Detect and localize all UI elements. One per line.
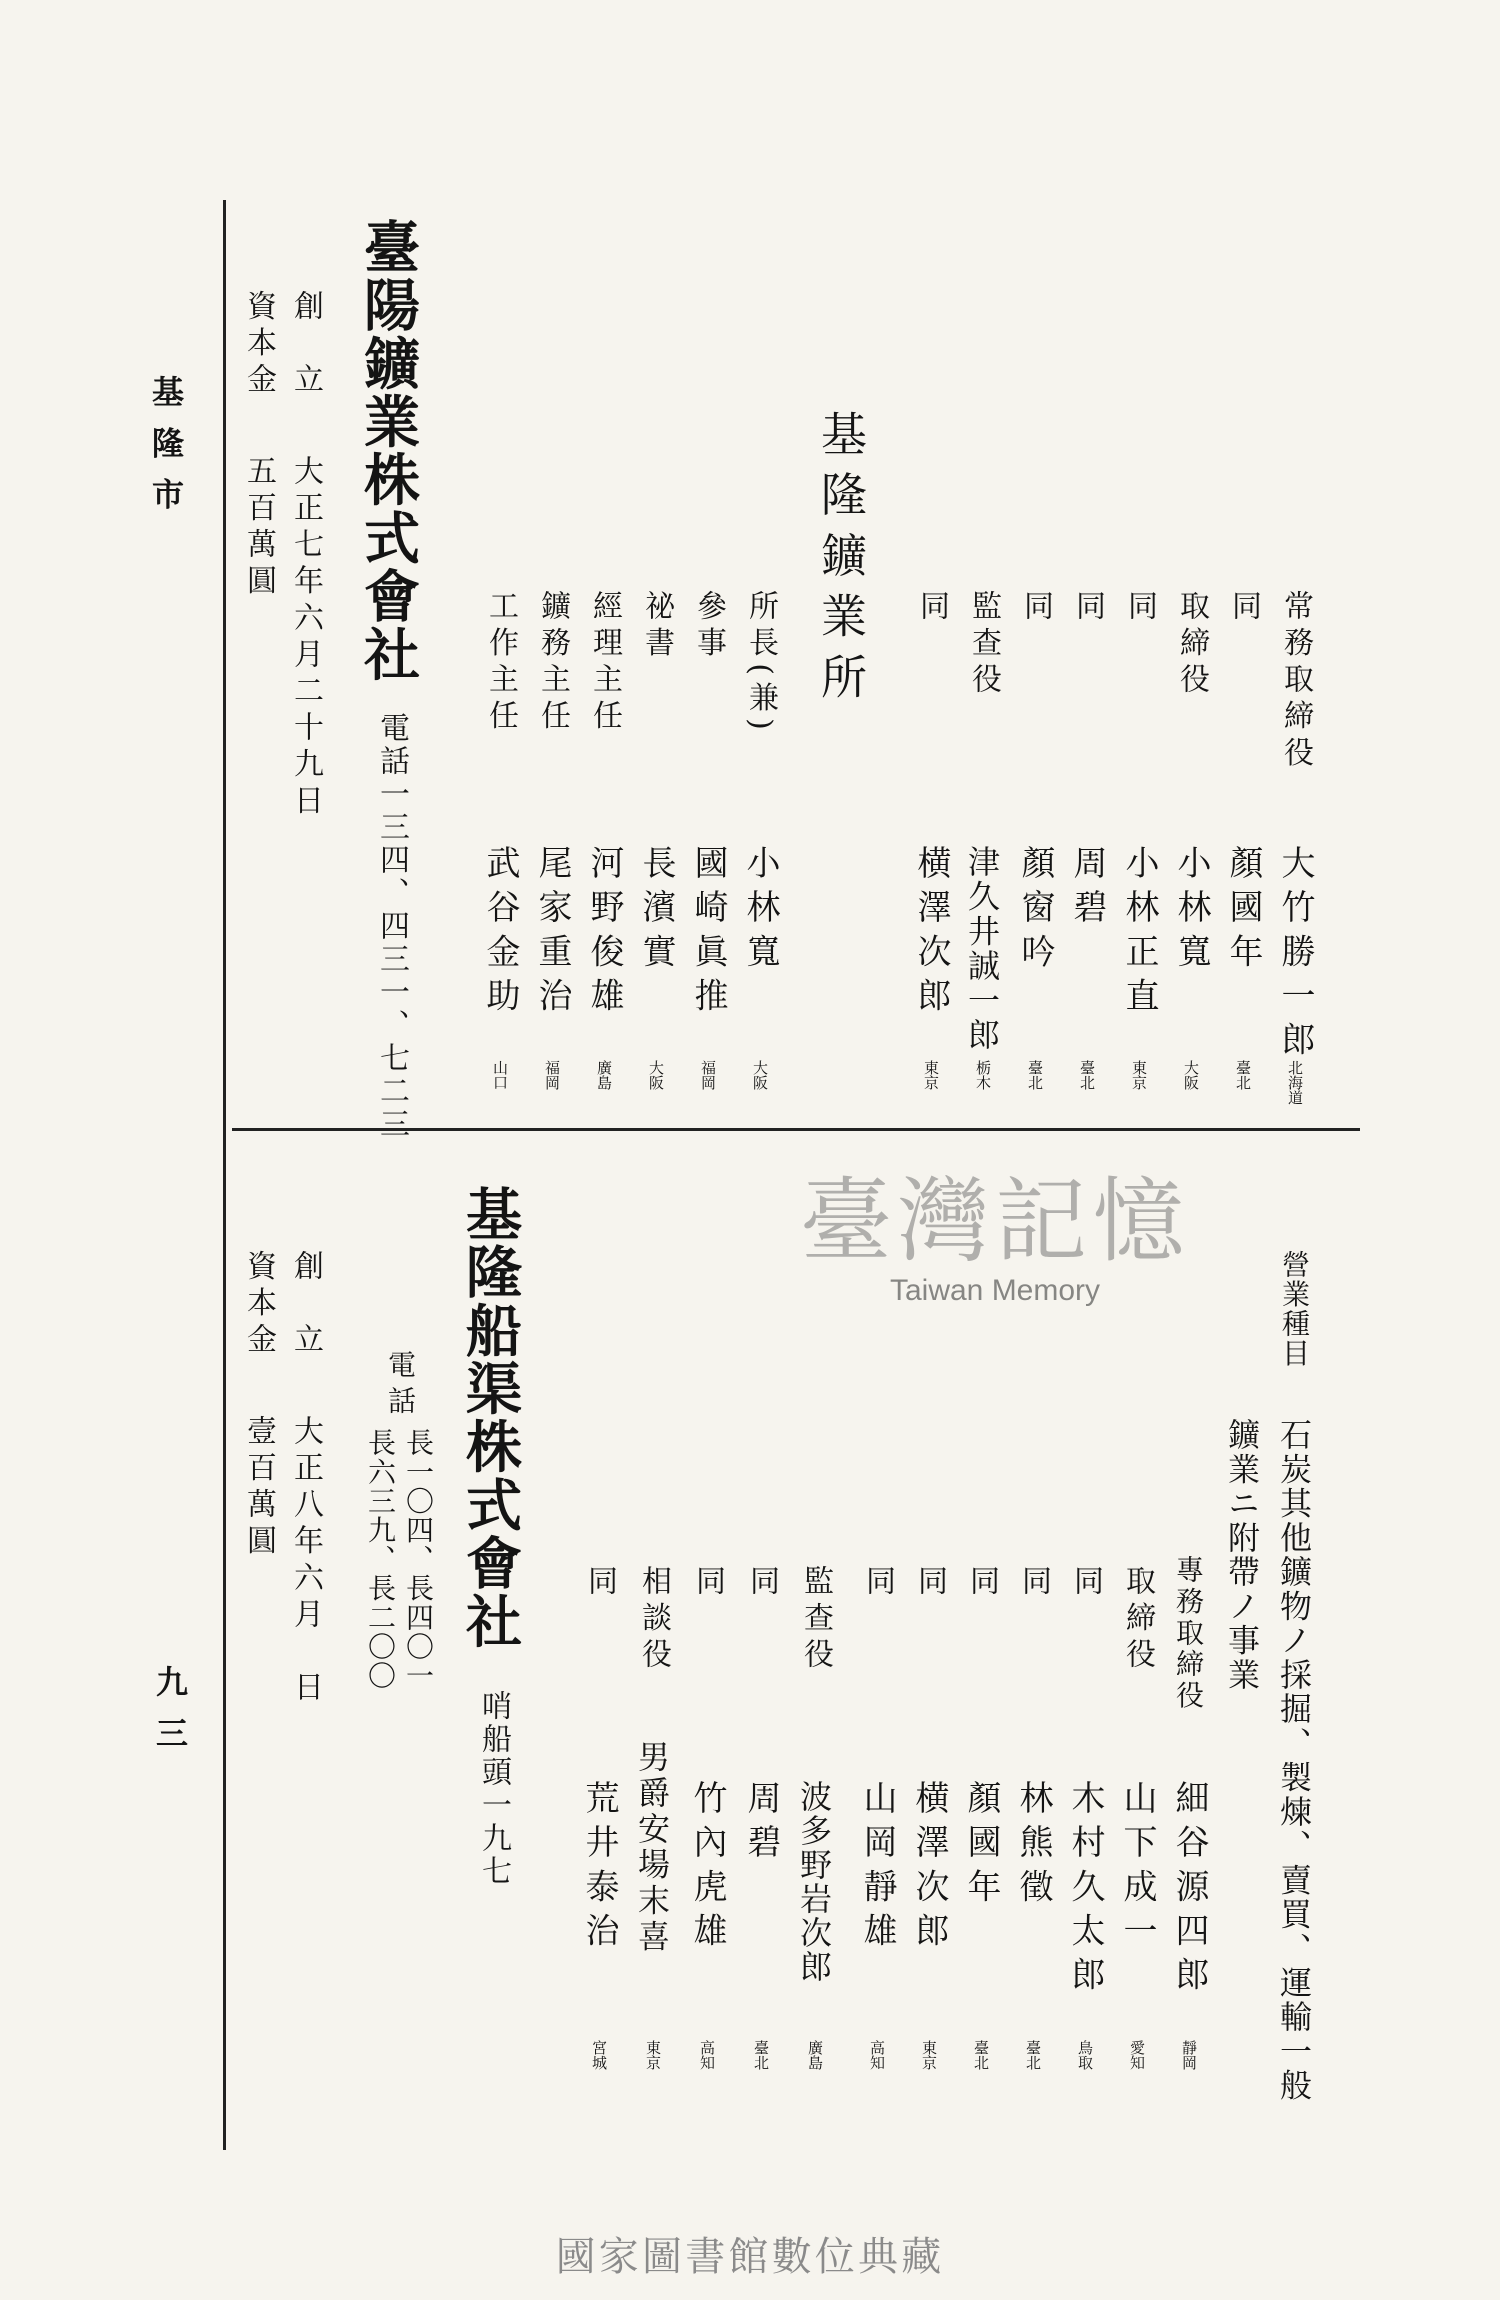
officer-place: 栃木 — [974, 1060, 992, 1090]
officer-place: 愛知 — [1128, 2040, 1146, 2070]
officer-place: 廣島 — [806, 2040, 824, 2070]
watermark-text-zh: 臺灣記憶 — [799, 1168, 1191, 1275]
officer-role: 同 — [1226, 590, 1261, 627]
margin-rule — [223, 200, 226, 2150]
page-number: 九三 — [151, 1665, 189, 1768]
dock-founded-label: 創 立 — [288, 1250, 323, 1360]
officer-name: 横澤次郎 — [909, 1780, 949, 1957]
officer-name: 男爵安場末喜 — [633, 1740, 671, 1956]
officer-role: 同 — [1068, 1565, 1103, 1602]
officer-name: 周碧 — [1067, 845, 1107, 934]
watermark-logo — [745, 1148, 1245, 1308]
officer-name: 周碧 — [741, 1780, 781, 1869]
officer-place: 高知 — [868, 2040, 886, 2070]
officer-name: 顏國年 — [961, 1780, 1001, 1913]
staff-role: 所長(兼) — [743, 590, 778, 737]
staff-role: 工作主任 — [483, 590, 518, 737]
staff-place: 福岡 — [699, 1060, 717, 1090]
officer-name: 竹內虎雄 — [687, 1780, 727, 1957]
officer-name: 小林寬 — [1171, 845, 1211, 978]
dock-capital-value: 壹百萬圓 — [241, 1415, 276, 1562]
dock-capital-label: 資本金 — [241, 1250, 276, 1360]
officer-role: 同 — [1016, 1565, 1051, 1602]
officer-place: 臺北 — [752, 2040, 770, 2070]
staff-role: 參事 — [691, 590, 726, 664]
staff-place: 大阪 — [751, 1060, 769, 1090]
officer-place: 鳥取 — [1076, 2040, 1094, 2070]
officer-role: 同 — [744, 1565, 779, 1602]
officer-place: 東京 — [922, 1060, 940, 1090]
running-header-city: 基隆市 — [147, 375, 185, 529]
business-line-1: 石炭其他鑛物ノ採掘、製煉、賣買、運輸一般 — [1275, 1418, 1313, 2103]
staff-name: 尾家重治 — [532, 845, 572, 1022]
officer-role: 專務取締役 — [1172, 1555, 1205, 1712]
officer-role: 同 — [1122, 590, 1157, 627]
officer-role: 同 — [860, 1565, 895, 1602]
staff-role: 鑛務主任 — [535, 590, 570, 737]
footer-archive-credit: 國家圖書館數位典藏 — [555, 2234, 945, 2280]
staff-name: 小林寬 — [740, 845, 780, 978]
officer-name: 横澤次郎 — [911, 845, 951, 1022]
business-line-2: 鑛業ニ附帶ノ事業 — [1223, 1418, 1261, 1692]
officer-name: 小林正直 — [1119, 845, 1159, 1022]
taiyo-capital-value: 五百萬圓 — [241, 455, 276, 602]
officer-place: 宮城 — [590, 2040, 608, 2070]
officer-place: 東京 — [644, 2040, 662, 2070]
officer-role: 同 — [1018, 590, 1053, 627]
mine-office-title: 基隆鑛業所 — [814, 410, 868, 714]
officer-role: 同 — [1070, 590, 1105, 627]
officer-role: 同 — [912, 1565, 947, 1602]
dock-phone-1: 長一〇四、長四〇一 — [402, 1428, 435, 1691]
officer-name: 顏窗吟 — [1015, 845, 1055, 978]
officer-place: 大阪 — [1182, 1060, 1200, 1090]
officer-name: 波多野岩次郎 — [795, 1780, 833, 1984]
officer-name: 荒井泰治 — [579, 1780, 619, 1957]
staff-place: 山口 — [491, 1060, 509, 1090]
officer-name: 大竹勝一郎 — [1275, 845, 1315, 1066]
officer-name: 山下成一 — [1117, 1780, 1157, 1957]
officer-place: 臺北 — [1024, 2040, 1042, 2070]
staff-place: 福岡 — [543, 1060, 561, 1090]
watermark-text-en: Taiwan Memory — [889, 1274, 1101, 1307]
officer-name: 顏國年 — [1223, 845, 1263, 978]
dock-phone-label: 電話 — [384, 1350, 417, 1422]
officer-role: 取締役 — [1174, 590, 1209, 700]
staff-name: 河野俊雄 — [584, 845, 624, 1022]
staff-name: 武谷金助 — [480, 845, 520, 1022]
officer-name: 細谷源四郎 — [1169, 1780, 1209, 2001]
dock-address: 哨船頭一九七 — [476, 1690, 511, 1888]
officer-role: 同 — [914, 590, 949, 627]
dock-phone-2: 長六三九、長二〇〇 — [364, 1428, 397, 1691]
staff-role: 經理主任 — [587, 590, 622, 737]
officer-place: 臺北 — [1234, 1060, 1252, 1090]
officer-place: 高知 — [698, 2040, 716, 2070]
staff-name: 國崎眞推 — [688, 845, 728, 1022]
officer-role: 同 — [582, 1565, 617, 1602]
company-title-taiyo: 臺陽鑛業株式會社 — [355, 218, 421, 684]
officer-name: 津久井誠一郎 — [963, 845, 1001, 1053]
officer-name: 木村久太郎 — [1065, 1780, 1105, 2001]
dock-founded-date: 大正八年六月 日 — [288, 1415, 323, 1708]
staff-role: 祕書 — [639, 590, 674, 664]
officer-place: 靜岡 — [1180, 2040, 1198, 2070]
officer-role: 監查役 — [966, 590, 1001, 700]
officer-role: 取締役 — [1120, 1565, 1155, 1675]
taiyo-founded-label: 創 立 — [288, 290, 323, 400]
officer-place: 北海道 — [1286, 1060, 1304, 1105]
taiyo-capital-label: 資本金 — [241, 290, 276, 400]
taiyo-founded-date: 大正七年六月二十九日 — [288, 455, 323, 821]
staff-place: 廣島 — [595, 1060, 613, 1090]
staff-name: 長濱實 — [636, 845, 676, 978]
taiyo-phone: 電話一三四、四三一、七二三 — [374, 712, 409, 1141]
officer-place: 臺北 — [1026, 1060, 1044, 1090]
business-label: 營業種目 — [1278, 1250, 1311, 1368]
officer-name: 林熊徵 — [1013, 1780, 1053, 1913]
officer-role: 相談役 — [636, 1565, 671, 1675]
staff-place: 大阪 — [647, 1060, 665, 1090]
officer-role: 同 — [690, 1565, 725, 1602]
company-title-dock: 基隆船渠株式會社 — [457, 1185, 523, 1651]
officer-place: 臺北 — [972, 2040, 990, 2070]
officer-role: 同 — [964, 1565, 999, 1602]
officer-place: 東京 — [920, 2040, 938, 2070]
officer-name: 山岡靜雄 — [857, 1780, 897, 1957]
officer-place: 東京 — [1130, 1060, 1148, 1090]
officer-place: 臺北 — [1078, 1060, 1096, 1090]
officer-role: 常務取締役 — [1278, 590, 1313, 773]
officer-role: 監查役 — [798, 1565, 833, 1675]
